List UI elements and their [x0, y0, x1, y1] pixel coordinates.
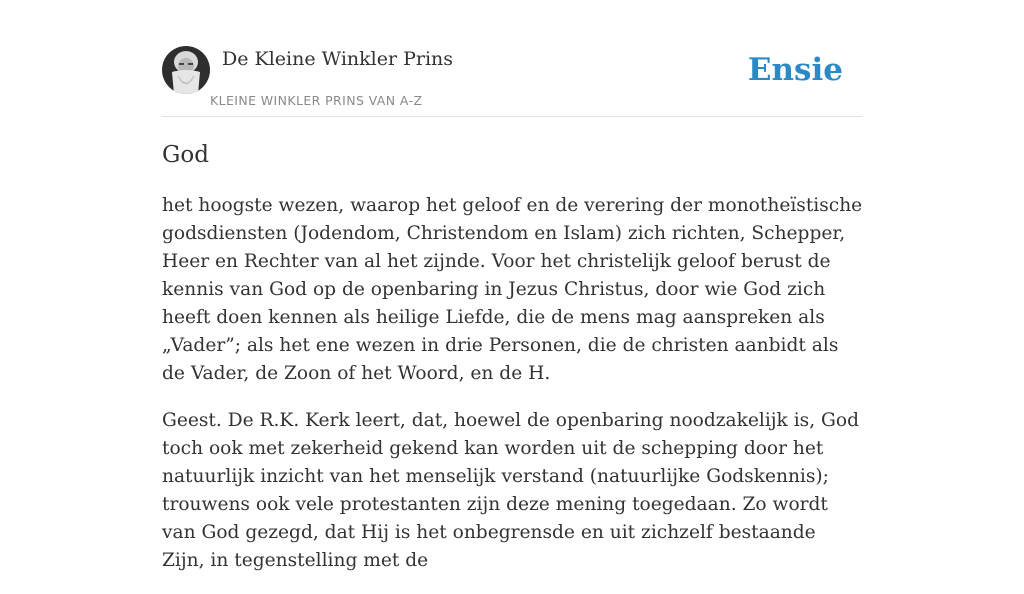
article-body	[162, 192, 864, 594]
source-title[interactable]: De Kleine Winkler Prins	[222, 48, 454, 70]
article-paragraph: het hoogste wezen, waarop het geloof en de verering der monotheïstische godsdiensten (Jodendom, Christendom en Islam) zich richten, Schepper, Heer en Rechter van al het zijnde. Voor het christelijk geloof berust de kennis van God op de openbaring in Jezus Christus, door wie God zich heeft doen kennen als heilige Liefde, die de mens mag aanspreken als „Vader”; als het ene wezen in drie Personen, die de christen aanbidt als de Vader, de Zoon of het Woord, en de H.	[162, 195, 863, 384]
article-paragraph: Geest. De R.K. Kerk leert, dat, hoewel de openbaring noodzakelijk is, God toch ook met zekerheid gekend kan worden uit de schepping door het natuurlijk inzicht van het menselijk verstand (natuurlijke Godskennis); trouwens ook vele protestanten zijn deze mening toegedaan. Zo wordt van God gezegd, dat Hij is het onbegrensde en uit zichzelf bestaande Zijn, in tegenstelling met de	[162, 410, 859, 571]
source-subtitle[interactable]: KLEINE WINKLER PRINS VAN A-Z	[210, 93, 423, 108]
bearded-man-portrait-icon[interactable]	[162, 46, 210, 94]
source-header	[162, 46, 862, 117]
article-title: God	[162, 142, 209, 168]
brand-logo[interactable]: Ensie	[747, 52, 843, 88]
